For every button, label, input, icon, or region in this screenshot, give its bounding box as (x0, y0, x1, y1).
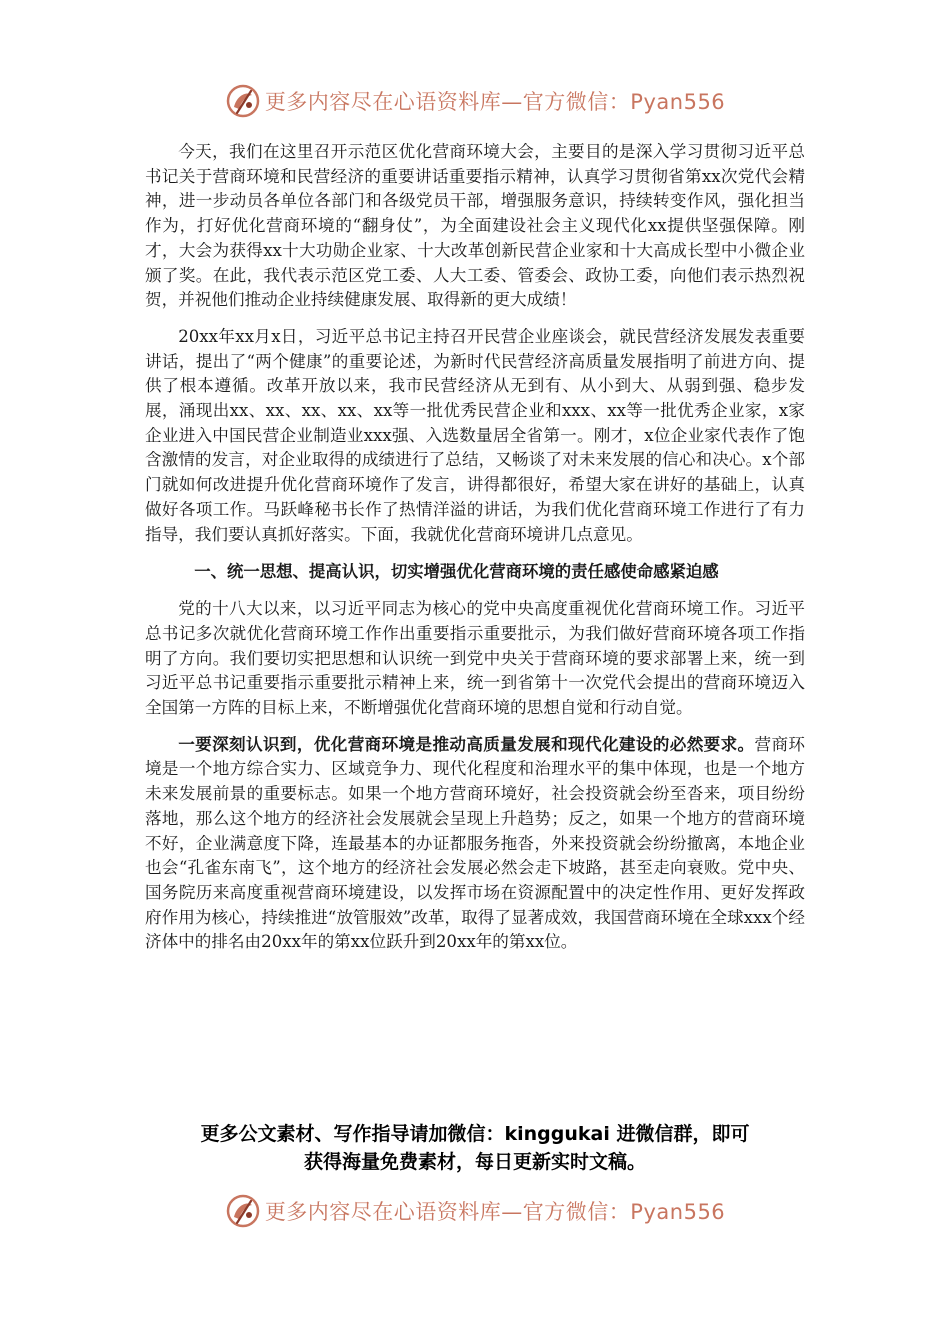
point-text: 营商环境是一个地方综合实力、区域竞争力、现代化程度和治理水平的集中体现，也是一个地方未来发展前景的重要标志。如果一个地方营商环境好，社会投资就会纷至沓来，项目纷纷落地，那么这个地方的经济社会发展就会呈现上升趋势；反之，如果一个地方的营商环境不好，企业满意度下降，连最基本的办证都服务拖沓，外来投资就会纷纷撤离，本地企业也会“孔雀东南飞”，这个地方的经济社会发展必然会走下坡路，甚至走向衰败。党中央、国务院历来高度重视营商环境建设，以发挥市场在资源配置中的决定性作用、更好发挥政府作用为核心，持续推进“放管服效”改革，取得了显著成效，我国营商环境在全球xxx个经济体中的排名由20xx年的第xx位跃升到20xx年的第xx位。 (145, 734, 806, 952)
document-body (145, 140, 805, 955)
footer-watermark-banner (0, 1186, 950, 1236)
logo-icon (225, 83, 261, 119)
section-heading: 一、统一思想、提高认识，切实增强优化营商环境的责任感使命感紧迫感 (194, 562, 719, 582)
watermark-text: 更多内容尽在心语资料库—官方微信：Pyan556 (264, 90, 726, 114)
promo-line-1: 更多公文素材、写作指导请加微信：kinggukai 进微信群，即可 (200, 1123, 750, 1145)
promo-notice (145, 1120, 805, 1176)
logo-icon (225, 1193, 261, 1229)
watermark-text: 更多内容尽在心语资料库—官方微信：Pyan556 (264, 1200, 726, 1224)
body-paragraph: 今天，我们在这里召开示范区优化营商环境大会，主要目的是深入学习贯彻习近平总书记关于营商环境和民营经济的重要讲话重要指示精神，认真学习贯彻省第xx次党代会精神，进一步动员各单位各部门和各级党员干部，增强服务意识，持续转变作风，强化担当作为，打好优化营商环境的“翻身仗”，为全面建设社会主义现代化xx提供坚强保障。刚才，大会为获得xx十大功勋企业家、十大改革创新民营企业家和十大高成长型中小微企业颁了奖。在此，我代表示范区党工委、人大工委、管委会、政协工委，向他们表示热烈祝贺，并祝他们推动企业持续健康发展、取得新的更大成绩！ (145, 142, 805, 310)
body-paragraph: 20xx年xx月x日，习近平总书记主持召开民营企业座谈会，就民营经济发展发表重要讲话，提出了“两个健康”的重要论述，为新时代民营经济高质量发展指明了前进方向、提供了根本遵循。改革开放以来，我市民营经济从无到有、从小到大、从弱到强、稳步发展，涌现出xx、xx、xx、xx、xx等一批优秀民营企业和xxx、xx等一批优秀企业家，x家企业进入中国民营企业制造业xxx强、入选数量居全省第一。刚才，x位企业家代表作了饱含激情的发言，对企业取得的成绩进行了总结，又畅谈了对未来发展的信心和决心。x个部门就如何改进提升优化营商环境作了发言，讲得都很好，希望大家在讲好的基础上，认真做好各项工作。马跃峰秘书长作了热情洋溢的讲话，为我们优化营商环境工作进行了有力指导，我们要认真抓好落实。下面，我就优化营商环境讲几点意见。 (145, 326, 805, 544)
point-paragraph (145, 733, 805, 955)
section-paragraph: 党的十八大以来，以习近平同志为核心的党中央高度重视优化营商环境工作。习近平总书记多次就优化营商环境工作作出重要指示重要批示，为我们做好营商环境各项工作指明了方向。我们要切实把思想和认识统一到党中央关于营商环境的要求部署上来，统一到习近平总书记重要指示重要批示精神上来，统一到省第十一次党代会提出的营商环境迈入全国第一方阵的目标上来，不断增强优化营商环境的思想自觉和行动自觉。 (145, 599, 805, 718)
point-lead: 一要深刻认识到，优化营商环境是推动高质量发展和现代化建设的必然要求。 (178, 734, 755, 754)
header-watermark-banner (0, 76, 950, 126)
promo-line-2: 获得海量免费素材，每日更新实时文稿。 (303, 1151, 646, 1173)
